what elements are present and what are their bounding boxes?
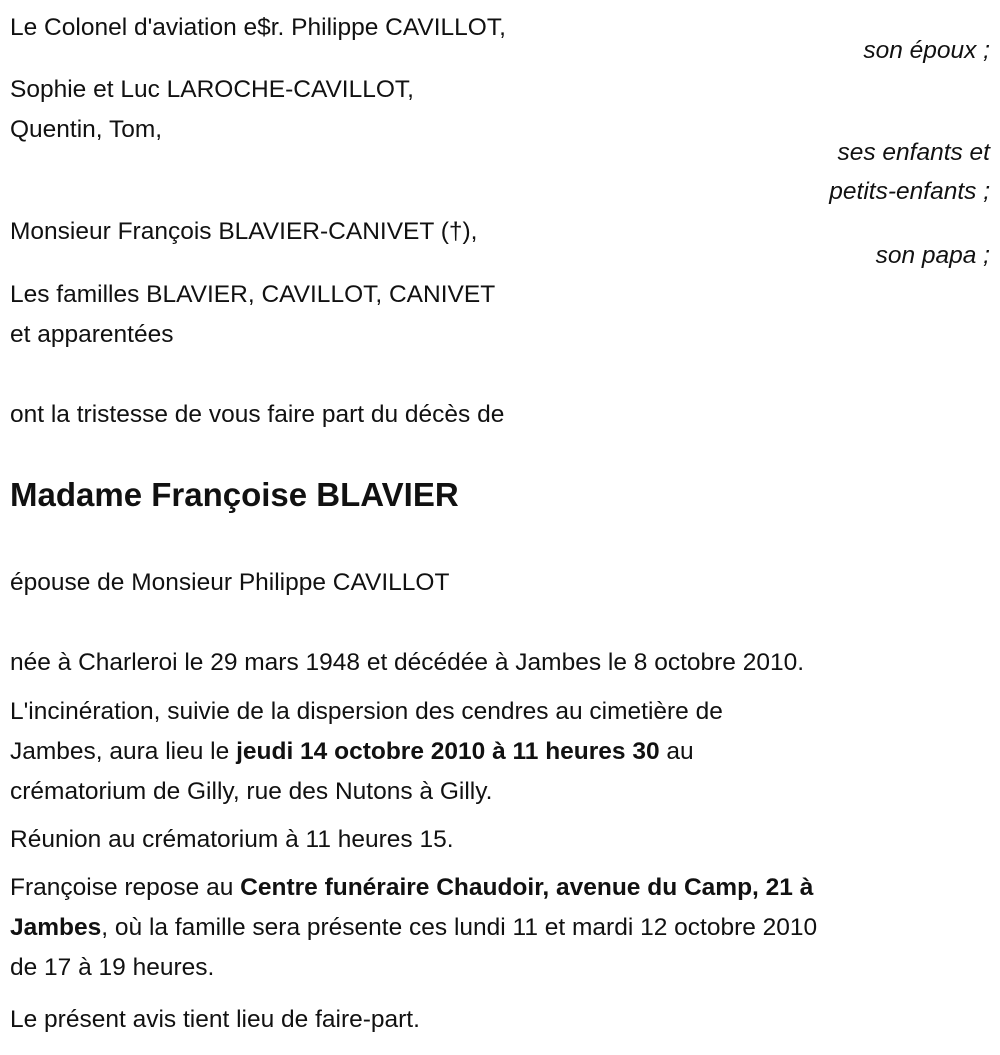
funeral-center-city: Jambes	[10, 914, 102, 941]
meeting-line: Réunion au crématorium à 11 heures 15.	[10, 826, 454, 853]
children-role: ses enfants et	[837, 139, 990, 166]
father-role: son papa ;	[875, 242, 990, 269]
families-line-2: et apparentées	[10, 321, 174, 348]
cremation-line-2	[10, 737, 694, 767]
rest-line-1	[10, 873, 813, 903]
text: , où la famille sera présente ces lundi 11 et mardi 12 octobre 2010	[101, 914, 818, 941]
cremation-line-1: L'incinération, suivie de la dispersion des cendres au cimetière de	[10, 698, 723, 725]
deceased-name: Madame Françoise BLAVIER	[10, 476, 459, 513]
spouse-line: épouse de Monsieur Philippe CAVILLOT	[10, 569, 450, 596]
closing-line: Le présent avis tient lieu de faire-part.	[10, 1006, 420, 1033]
text: Françoise repose au	[10, 874, 241, 901]
grandchildren-line: Quentin, Tom,	[10, 116, 163, 143]
children-line: Sophie et Luc LAROCHE-CAVILLOT,	[10, 76, 414, 103]
rest-line-2	[10, 913, 817, 943]
text: au	[659, 738, 694, 765]
husband-role: son époux ;	[863, 37, 990, 64]
families-line: Les familles BLAVIER, CAVILLOT, CANIVET	[10, 281, 496, 308]
announcement: ont la tristesse de vous faire part du décès de	[10, 401, 505, 428]
cremation-line-3: crématorium de Gilly, rue des Nutons à Gilly.	[10, 778, 493, 805]
husband-line: Le Colonel d'aviation e$r. Philippe CAVILLOT,	[10, 14, 506, 41]
rest-line-3: de 17 à 19 heures.	[10, 954, 215, 981]
text: Jambes, aura lieu le	[10, 738, 237, 765]
grandchildren-role: petits-enfants ;	[829, 178, 990, 205]
cremation-date: jeudi 14 octobre 2010 à 11 heures 30	[236, 738, 660, 765]
birth-death-line: née à Charleroi le 29 mars 1948 et décédée à Jambes le 8 octobre 2010.	[10, 649, 805, 676]
funeral-center: Centre funéraire Chaudoir, avenue du Camp, 21 à	[240, 874, 814, 901]
father-line: Monsieur François BLAVIER-CANIVET (†),	[10, 218, 478, 245]
